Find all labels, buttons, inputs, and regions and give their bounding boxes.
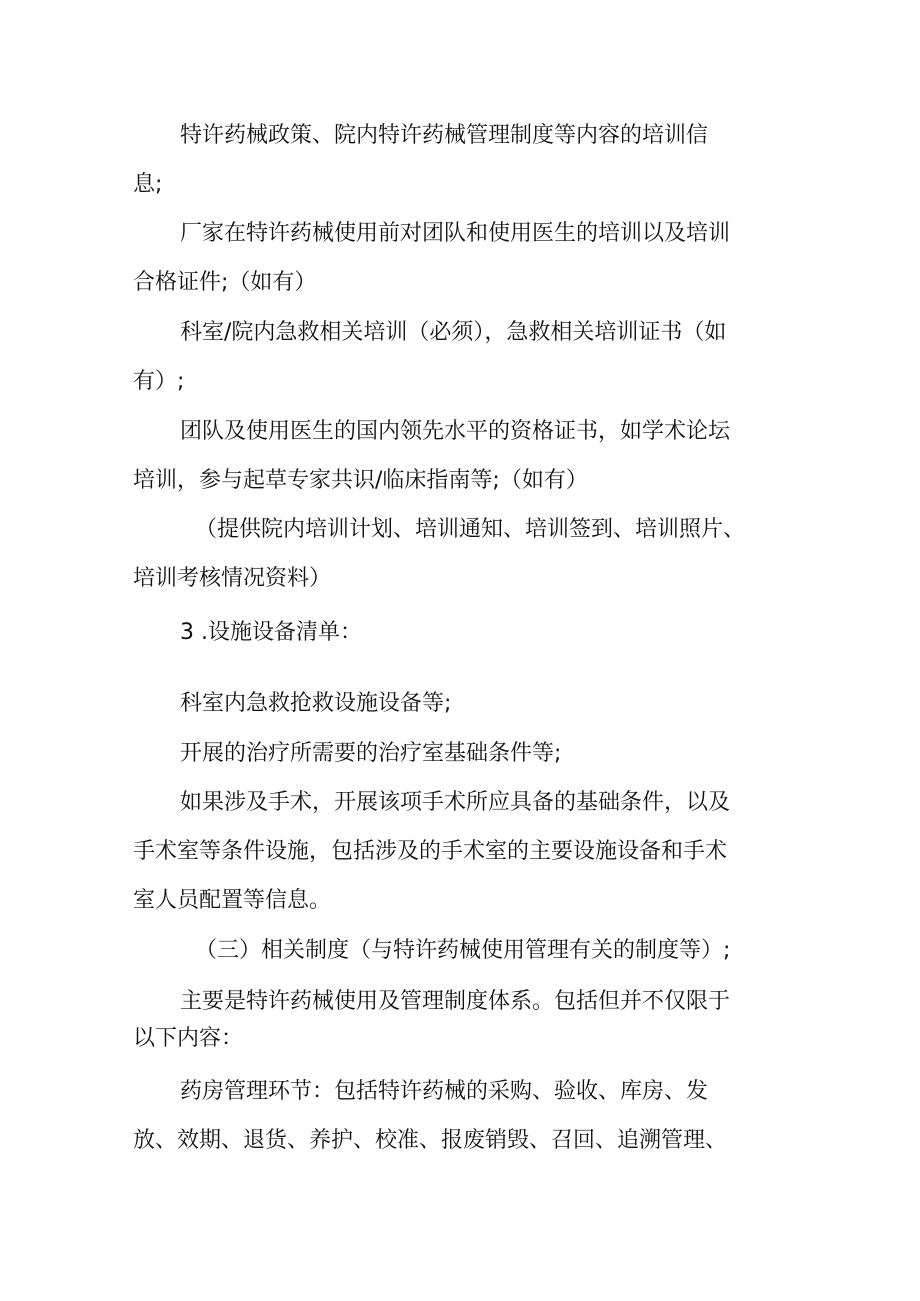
paragraph-line: 放、效期、退货、养护、校准、报废销毁、召回、追溯管理、 [133,1128,728,1153]
paragraph-line: 培训，参与起草专家共识/临床指南等;（如有） [133,468,588,493]
paragraph-line: 开展的治疗所需要的治疗室基础条件等; [180,741,562,766]
paragraph-line: 特许药械政策、院内特许药械管理制度等内容的培训信 [180,123,709,148]
section-heading: （三）相关制度（与特许药械使用管理有关的制度等）; [195,938,731,963]
paragraph-line: 有）; [133,369,185,394]
paragraph-line: 手术室等条件设施，包括涉及的手术室的主要设施设备和手术 [133,839,728,864]
paragraph-line: （提供院内培训计划、培训通知、培训签到、培训照片、 [195,517,746,542]
paragraph-line: 如果涉及手术，开展该项手术所应具备的基础条件，以及 [180,790,731,815]
paragraph-line: 科室内急救抢救设施设备等; [180,691,452,716]
paragraph-line: 药房管理环节：包括特许药械的采购、验收、库房、发 [180,1079,709,1104]
paragraph-line: 合格证件;（如有） [133,270,317,295]
paragraph-line: 以下内容： [133,1026,244,1051]
paragraph-line: 科室/院内急救相关培训（必须），急救相关培训证书（如 [180,320,727,345]
paragraph-line: 息; [133,172,163,197]
section-heading: 3 .设施设备清单： [180,620,362,645]
paragraph-line: 培训考核情况资料） [133,566,332,591]
paragraph-line: 室人员配置等信息。 [133,888,332,913]
paragraph-line: 厂家在特许药械使用前对团队和使用医生的培训以及培训 [180,221,731,246]
paragraph-line: 主要是特许药械使用及管理制度体系。包括但并不仅限于 [180,989,731,1014]
paragraph-line: 团队及使用医生的国内领先水平的资格证书，如学术论坛 [180,419,731,444]
